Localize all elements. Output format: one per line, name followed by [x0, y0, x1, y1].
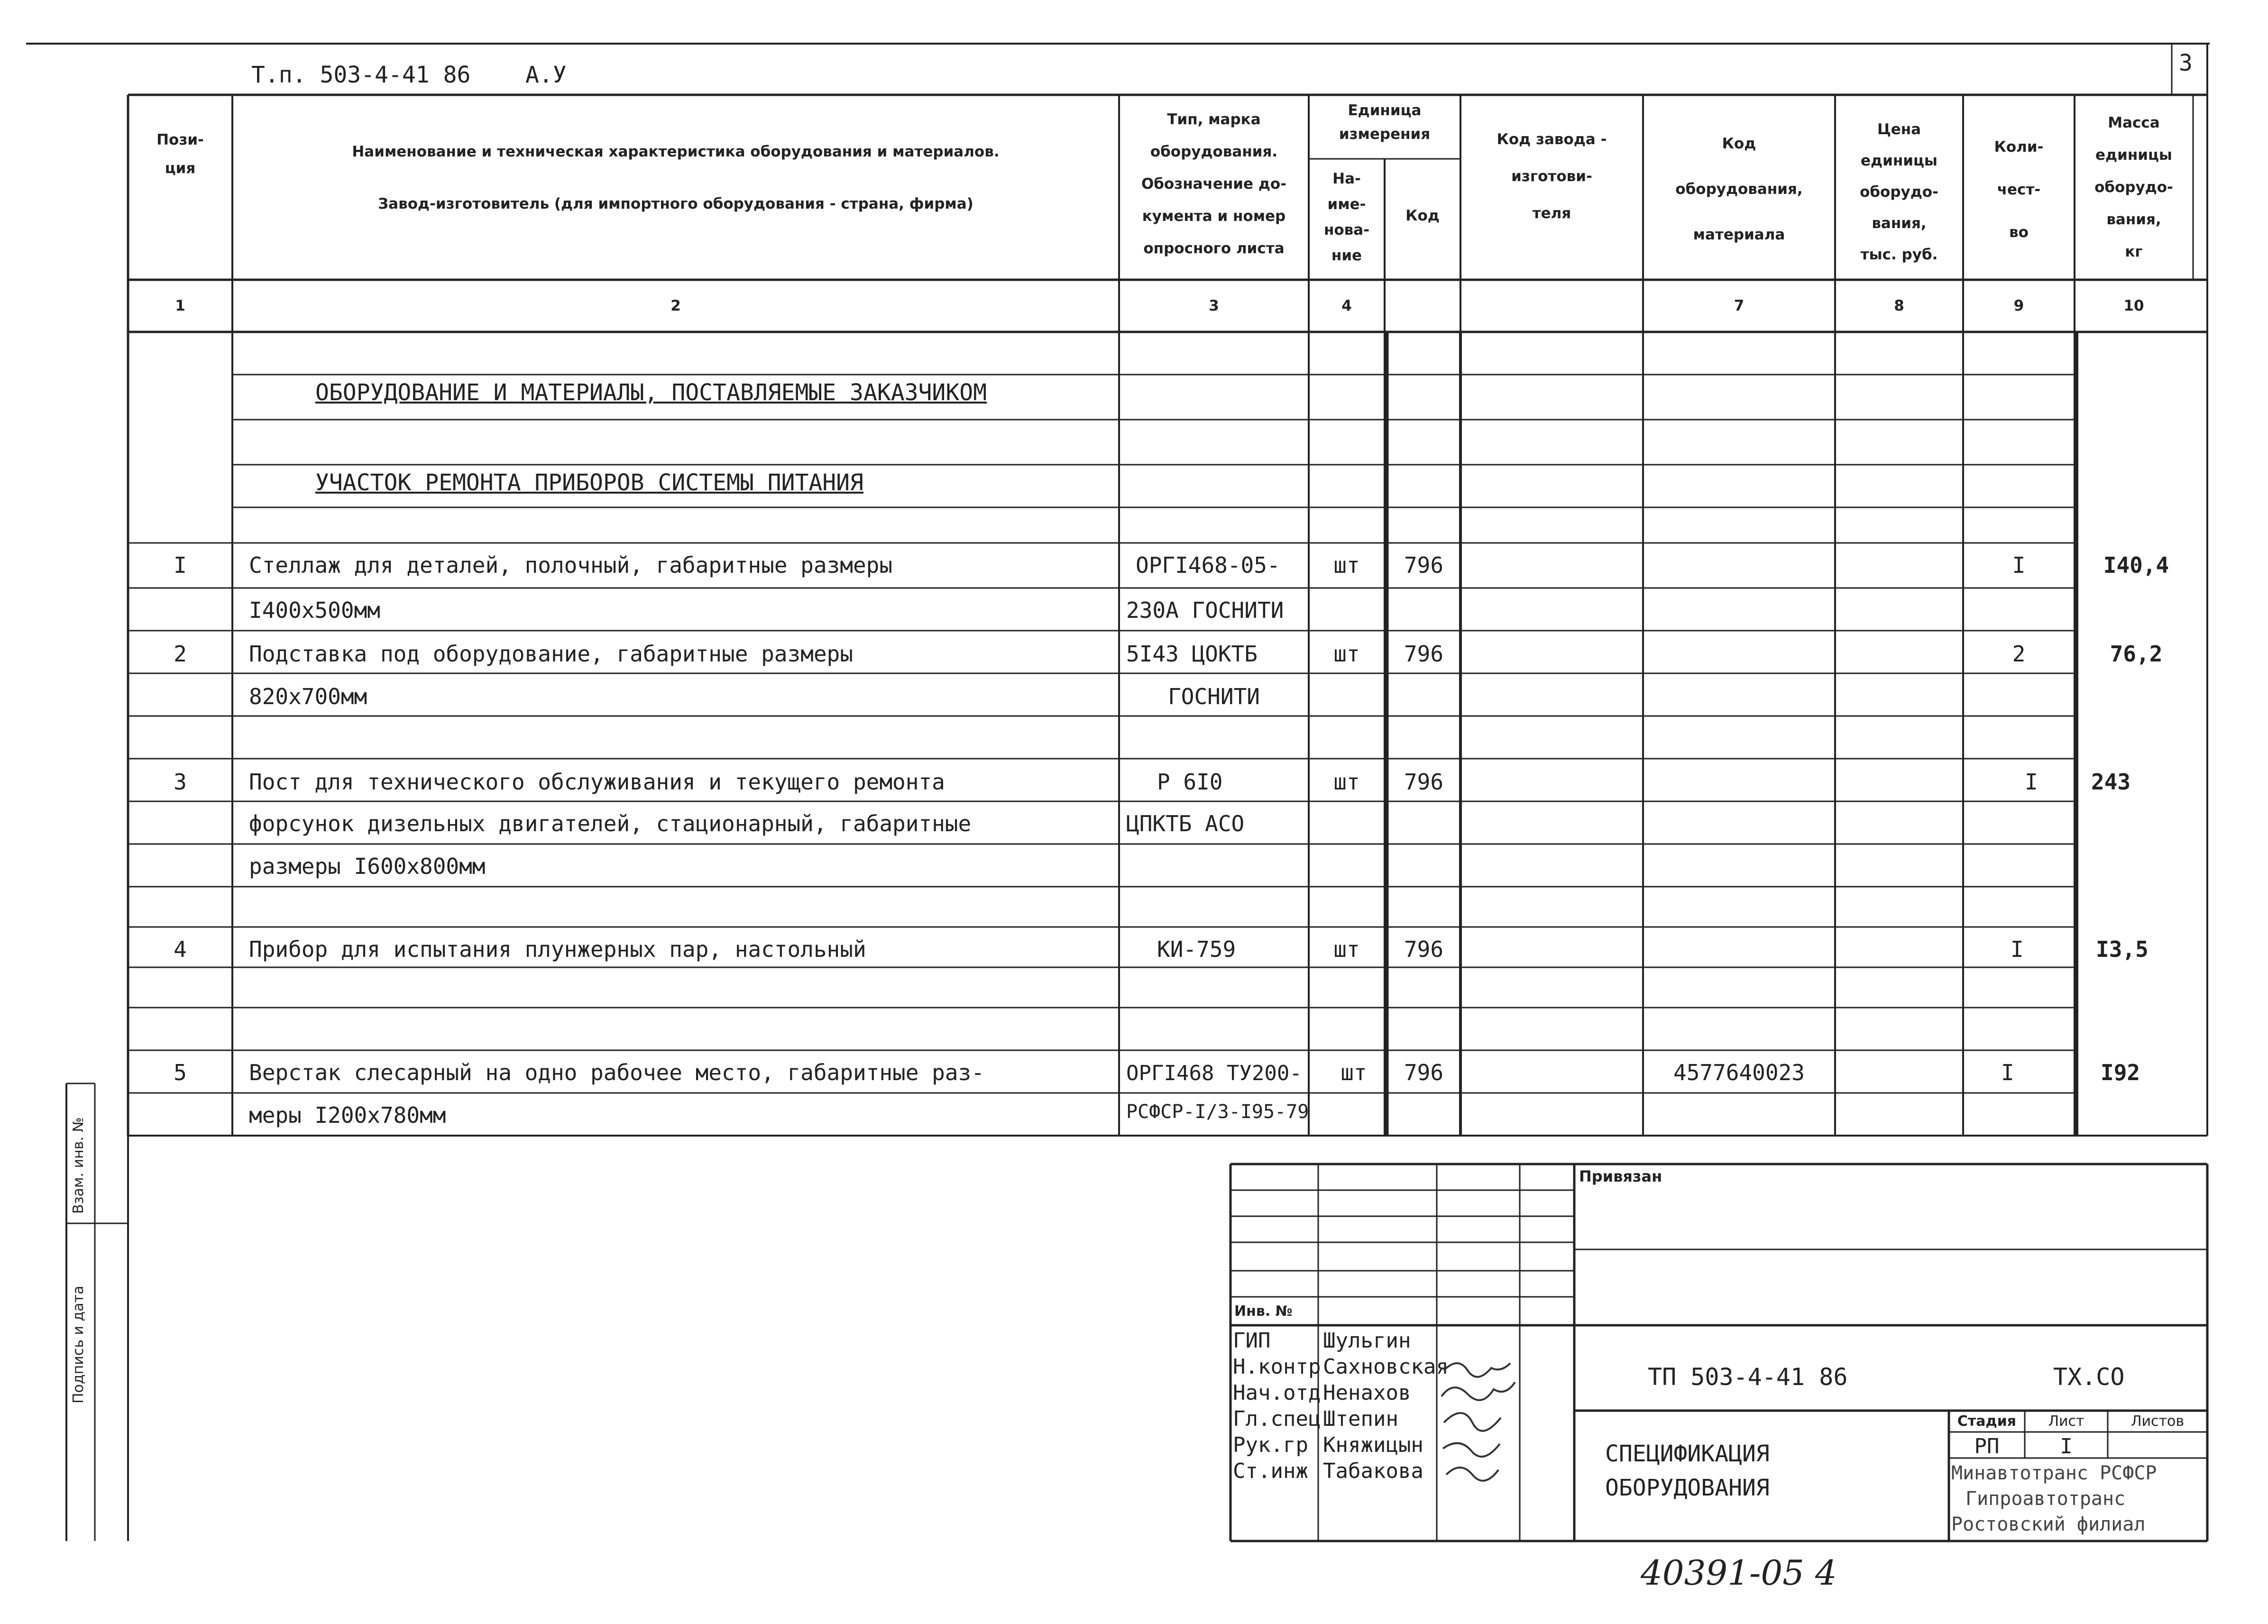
organization: Минавтотранс РСФСР Гипроавтотранс Ростовский филиал: [1951, 1462, 2157, 1535]
header-col10: Масса единицы оборудо- вания, кг: [2094, 114, 2173, 260]
row-pos: 2: [174, 641, 187, 667]
colnum-7: 7: [1734, 297, 1745, 314]
colnum-3: 3: [1209, 297, 1219, 314]
row-type: Р 6I0: [1157, 769, 1223, 795]
colnum-10: 10: [2123, 297, 2144, 314]
handwritten-number: 40391-05 4: [1641, 1553, 1837, 1593]
row-pos: I: [174, 552, 187, 578]
header-col9: Коли- чест- во: [1994, 138, 2044, 241]
colnum-9: 9: [2013, 297, 2024, 314]
row-type: ОРГI468-05-: [1136, 552, 1280, 578]
section-title-2: УЧАСТОК РЕМОНТА ПРИБОРОВ СИСТЕМЫ ПИТАНИЯ: [315, 469, 863, 496]
margin-label-replaced-inv: Взам. инв. №: [70, 1117, 87, 1214]
row-type: КИ-759: [1157, 936, 1236, 962]
row-unit: шт: [1333, 641, 1360, 667]
row-pos: 5: [174, 1060, 187, 1085]
row-unit: шт: [1333, 552, 1360, 578]
row-qty: I: [2011, 936, 2024, 962]
header-col3: Тип, марка оборудования. Обозначение до- кумента и номер опросного листа: [1141, 111, 1287, 257]
doc-suffix: ТХ.СО: [2053, 1363, 2125, 1391]
staff-roles: ГИП Н.контр Нач.отд Гл.спец Рук.гр Ст.инж: [1233, 1329, 1321, 1483]
row-name: форсунок дизельных двигателей, стационарный, габаритные: [249, 811, 972, 836]
row-qty: I: [2012, 552, 2026, 578]
row-name: Верстак слесарный на одно рабочее место, габаритные раз-: [249, 1060, 984, 1085]
row-mass: 243: [2091, 769, 2131, 795]
row-name: Прибор для испытания плунжерных пар, настольный: [249, 936, 866, 962]
row-qty: 2: [2012, 641, 2026, 667]
colnum-8: 8: [1894, 297, 1904, 314]
privyazan-label: Привязан: [1579, 1167, 1662, 1185]
staff-names: Шульгин Сахновская Ненахов Штепин Княжицын Табакова: [1323, 1329, 1449, 1483]
row-type: 5I43 ЦОКТБ: [1126, 641, 1258, 667]
row-type: ГОСНИТИ: [1168, 684, 1260, 709]
row-mass: I40,4: [2103, 552, 2169, 578]
row-code: 796: [1404, 552, 1444, 578]
row-unit: шт: [1333, 769, 1360, 795]
row-name: 820x700мм: [249, 684, 367, 709]
row-mass: I92: [2101, 1060, 2140, 1085]
doc-code-top: Т.п. 503-4-41 86 А.У: [251, 62, 567, 88]
stage-label: Стадия: [1957, 1413, 2017, 1430]
row-name: Пост для технического обслуживания и текущего ремонта: [249, 769, 945, 795]
row-qty: I: [2025, 769, 2038, 795]
row-unit: шт: [1333, 936, 1360, 962]
doc-code: ТП 503-4-41 86: [1648, 1363, 1848, 1391]
row-type: 230А ГОСНИТИ: [1126, 597, 1284, 623]
doc-code-top-suffix: А.У: [525, 62, 567, 88]
sheet-value: I: [2060, 1434, 2073, 1459]
header-col5: Код: [1405, 207, 1440, 224]
header-unit-group: Единица измерения: [1339, 102, 1431, 143]
inv-no-label: Инв. №: [1234, 1303, 1293, 1320]
header-col1: Пози- ция: [156, 131, 204, 177]
header-col2: Наименование и техническая характеристика оборудования и материалов. Завод-изготовитель (для импортного оборудования - страна, фирма): [352, 143, 1000, 212]
sheet-mark: 3: [2179, 50, 2193, 76]
row-code: 796: [1404, 641, 1444, 667]
row-name: Подставка под оборудование, габаритные размеры: [249, 641, 853, 667]
row-pos: 3: [174, 769, 187, 795]
row-name: I400x500мм: [249, 597, 380, 623]
signature-scribbles: [1439, 1351, 1520, 1494]
colnum-1: 1: [175, 297, 185, 314]
colnum-4: 4: [1341, 297, 1352, 314]
header-col6: Код завода - изготови- теля: [1497, 131, 1607, 222]
row-type: ОРГI468 ТУ200-: [1126, 1061, 1302, 1085]
section-title-1: ОБОРУДОВАНИЕ И МАТЕРИАЛЫ, ПОСТАВЛЯЕМЫЕ ЗАКАЗЧИКОМ: [315, 379, 987, 406]
row-code: 796: [1404, 1060, 1444, 1085]
header-col4: На- име- нова- ние: [1323, 170, 1370, 264]
row-code: 796: [1404, 936, 1444, 962]
row-unit: шт: [1341, 1060, 1367, 1085]
header-col8: Цена единицы оборудо- вания, тыс. руб.: [1860, 121, 1938, 263]
row-qty: I: [2001, 1060, 2014, 1085]
row-name: Стеллаж для деталей, полочный, габаритные размеры: [249, 552, 893, 578]
row-mass: I3,5: [2096, 936, 2149, 962]
row-code: 796: [1404, 769, 1444, 795]
stage-value: РП: [1974, 1434, 2000, 1459]
row-type: ЦПКТБ АСО: [1126, 811, 1245, 836]
row-mat: 4577640023: [1673, 1060, 1805, 1085]
header-col7: Код оборудования, материала: [1675, 135, 1803, 243]
margin-label-signature-date: Подпись и дата: [70, 1285, 87, 1404]
row-pos: 4: [174, 936, 187, 962]
row-mass: 76,2: [2110, 641, 2163, 667]
colnum-2: 2: [670, 297, 681, 314]
sheet-label: Лист: [2048, 1413, 2084, 1430]
doc-title: СПЕЦИФИКАЦИЯ ОБОРУДОВАНИЯ: [1605, 1440, 1770, 1501]
sheets-label: Листов: [2130, 1413, 2185, 1430]
row-type: РСФСР-I/3-I95-79: [1126, 1101, 1309, 1123]
row-name: размеры I600x800мм: [249, 853, 486, 879]
row-name: меры I200x780мм: [249, 1102, 446, 1128]
